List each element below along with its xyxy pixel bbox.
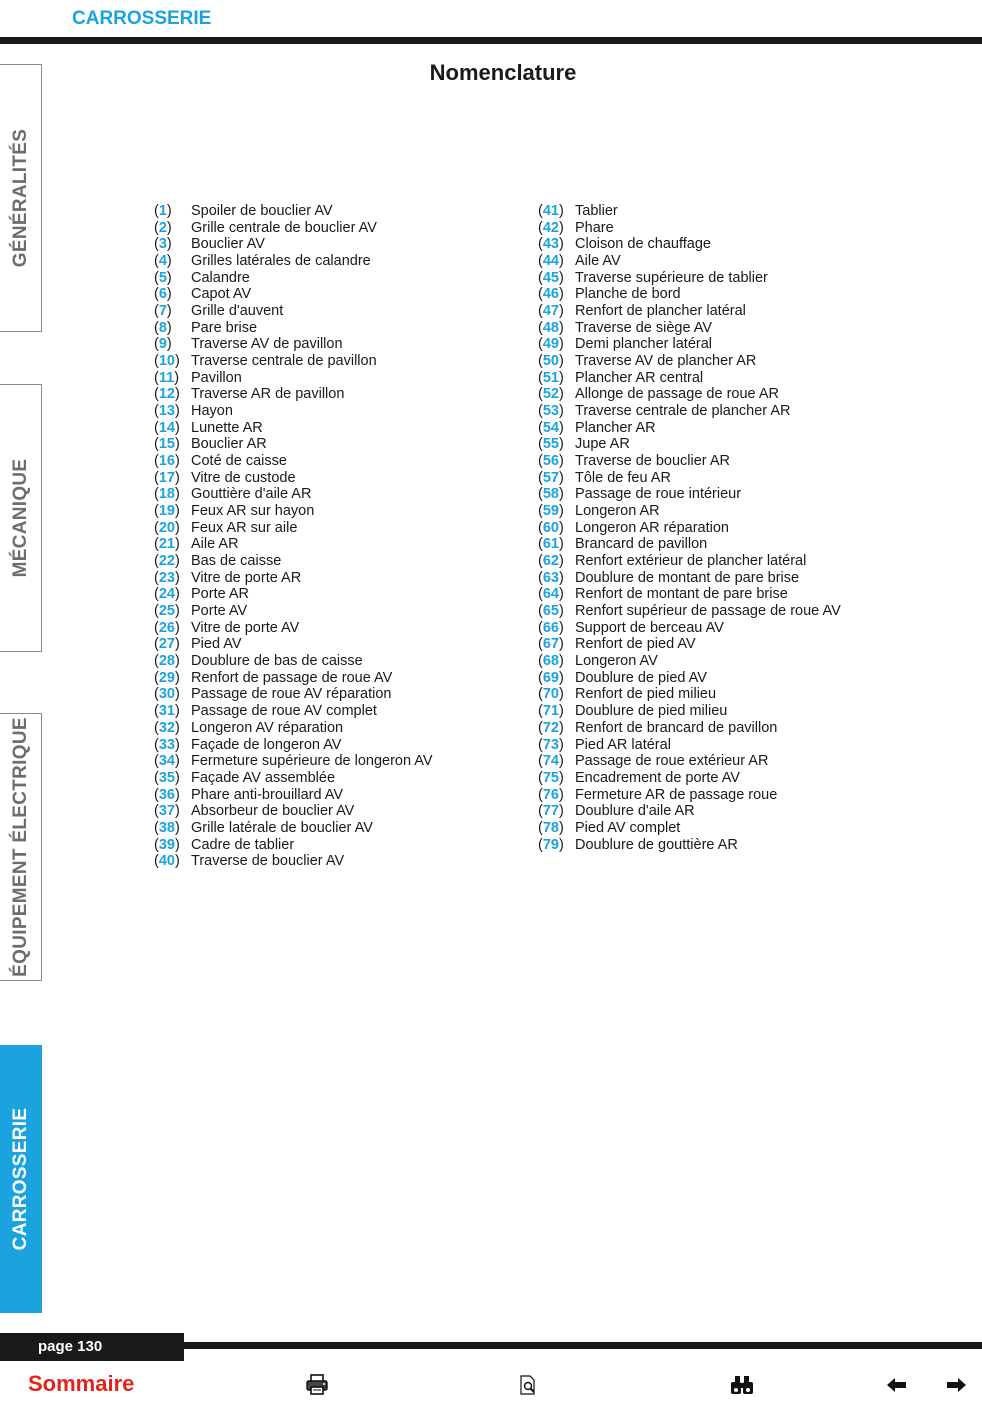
item-label: Vitre de porte AR bbox=[191, 569, 302, 586]
item-label: Vitre de custode bbox=[191, 469, 296, 486]
item-label: Porte AV bbox=[191, 603, 248, 620]
item-label: Pied AV bbox=[191, 636, 242, 653]
item-number: (47) bbox=[538, 303, 564, 320]
item-number: (73) bbox=[538, 736, 564, 753]
item-number: (28) bbox=[154, 653, 180, 670]
item-label: Tablier bbox=[575, 203, 618, 219]
item-label: Renfort supérieur de passage de roue AV bbox=[575, 603, 841, 620]
item-number: (79) bbox=[538, 836, 564, 853]
item-number: (40) bbox=[154, 853, 180, 870]
tab-carrosserie-label: CARROSSERIE bbox=[9, 1107, 31, 1251]
item-label: Vitre de porte AV bbox=[191, 619, 300, 636]
item-number: (42) bbox=[538, 219, 564, 236]
item-label: Brancard de pavillon bbox=[575, 536, 708, 553]
item-number: (67) bbox=[538, 636, 564, 653]
arrow-left-icon[interactable] bbox=[884, 1373, 910, 1397]
item-number: (25) bbox=[154, 603, 180, 620]
item-number: (48) bbox=[538, 319, 564, 336]
item-number: (15) bbox=[154, 436, 180, 453]
item-label: Grille d'auvent bbox=[191, 303, 284, 320]
item-label: Façade AV assemblée bbox=[191, 769, 336, 786]
item-label: Façade de longeron AV bbox=[191, 736, 342, 753]
item-number: (37) bbox=[154, 803, 180, 820]
item-label: Coté de caisse bbox=[191, 453, 287, 470]
item-number: (33) bbox=[154, 736, 180, 753]
item-label: Passage de roue extérieur AR bbox=[575, 753, 769, 770]
item-label: Bas de caisse bbox=[191, 553, 282, 570]
item-label: Pied AV complet bbox=[575, 819, 681, 836]
item-number: (32) bbox=[154, 719, 180, 736]
item-number: (38) bbox=[154, 819, 180, 836]
item-label: Renfort de pied AV bbox=[575, 636, 696, 653]
tab-mecanique-label: MÉCANIQUE bbox=[9, 458, 31, 578]
item-label: Doublure de pied AV bbox=[575, 669, 707, 686]
item-number: (63) bbox=[538, 569, 564, 586]
item-number: (4) bbox=[154, 253, 172, 270]
item-number: (16) bbox=[154, 453, 180, 470]
item-label: Renfort de plancher latéral bbox=[575, 303, 746, 320]
item-number: (65) bbox=[538, 603, 564, 620]
item-label: Traverse AR de pavillon bbox=[191, 386, 345, 403]
item-label: Lunette AR bbox=[191, 419, 263, 436]
item-label: Traverse centrale de pavillon bbox=[191, 353, 377, 370]
tab-equipement-electrique-label: ÉQUIPEMENT ÉLECTRIQUE bbox=[9, 717, 31, 977]
item-label: Doublure de bas de caisse bbox=[191, 653, 363, 670]
item-number: (53) bbox=[538, 403, 564, 420]
item-label: Longeron AR bbox=[575, 503, 660, 520]
item-label: Traverse AV de plancher AR bbox=[575, 353, 757, 370]
item-number: (41) bbox=[538, 203, 564, 219]
item-number: (54) bbox=[538, 419, 564, 436]
arrow-right-icon[interactable] bbox=[943, 1373, 969, 1397]
item-number: (60) bbox=[538, 519, 564, 536]
item-label: Feux AR sur hayon bbox=[191, 503, 315, 520]
item-label: Planche de bord bbox=[575, 286, 681, 303]
item-number: (21) bbox=[154, 536, 180, 553]
item-label: Passage de roue AV réparation bbox=[191, 686, 392, 703]
item-number: (52) bbox=[538, 386, 564, 403]
page-number-tab bbox=[0, 1333, 184, 1361]
item-label: Doublure de montant de pare brise bbox=[575, 569, 800, 586]
printer-icon[interactable] bbox=[304, 1373, 330, 1397]
binoculars-icon[interactable] bbox=[729, 1373, 755, 1397]
item-label: Porte AR bbox=[191, 586, 250, 603]
item-label: Renfort de montant de pare brise bbox=[575, 586, 788, 603]
item-number: (14) bbox=[154, 419, 180, 436]
item-number: (19) bbox=[154, 503, 180, 520]
item-label: Renfort de brancard de pavillon bbox=[575, 719, 778, 736]
item-number: (39) bbox=[154, 836, 180, 853]
item-label: Traverse supérieure de tablier bbox=[575, 269, 768, 286]
item-number: (56) bbox=[538, 453, 564, 470]
item-number: (72) bbox=[538, 719, 564, 736]
item-number: (2) bbox=[154, 219, 172, 236]
item-label: Traverse centrale de plancher AR bbox=[575, 403, 791, 420]
item-number: (36) bbox=[154, 786, 180, 803]
item-number: (34) bbox=[154, 753, 180, 770]
item-label: Bouclier AV bbox=[191, 236, 265, 253]
item-label: Plancher AR bbox=[575, 419, 656, 436]
page-number: page 130 bbox=[38, 1338, 103, 1355]
item-label: Pare brise bbox=[191, 319, 258, 336]
item-number: (31) bbox=[154, 703, 180, 720]
item-label: Aile AV bbox=[575, 253, 621, 270]
item-label: Renfort extérieur de plancher latéral bbox=[575, 553, 807, 570]
item-number: (70) bbox=[538, 686, 564, 703]
item-number: (30) bbox=[154, 686, 180, 703]
item-number: (74) bbox=[538, 753, 564, 770]
item-number: (69) bbox=[538, 669, 564, 686]
item-number: (3) bbox=[154, 236, 172, 253]
item-label: Allonge de passage de roue AR bbox=[575, 386, 779, 403]
tab-carrosserie[interactable] bbox=[0, 1045, 42, 1313]
item-label: Phare anti-brouillard AV bbox=[191, 786, 344, 803]
page-title: Nomenclature bbox=[429, 60, 577, 85]
item-number: (75) bbox=[538, 769, 564, 786]
item-label: Phare bbox=[575, 219, 614, 236]
item-number: (57) bbox=[538, 469, 564, 486]
item-number: (49) bbox=[538, 336, 564, 353]
item-number: (68) bbox=[538, 653, 564, 670]
item-number: (12) bbox=[154, 386, 180, 403]
item-label: Absorbeur de bouclier AV bbox=[191, 803, 355, 820]
item-label: Support de berceau AV bbox=[575, 619, 724, 636]
item-label: Longeron AV réparation bbox=[191, 719, 344, 736]
item-label: Doublure de gouttière AR bbox=[575, 836, 738, 853]
section-title: CARROSSERIE bbox=[72, 8, 212, 29]
item-label: Pavillon bbox=[191, 369, 242, 386]
item-label: Hayon bbox=[191, 403, 233, 420]
item-number: (24) bbox=[154, 586, 180, 603]
item-label: Passage de roue AV complet bbox=[191, 703, 377, 720]
item-label: Fermeture supérieure de longeron AV bbox=[191, 753, 433, 770]
tab-equipement-electrique[interactable] bbox=[0, 713, 42, 981]
item-label: Renfort de pied milieu bbox=[575, 686, 717, 703]
item-number: (17) bbox=[154, 469, 180, 486]
tab-mecanique[interactable] bbox=[0, 384, 42, 652]
item-number: (62) bbox=[538, 553, 564, 570]
item-label: Passage de roue intérieur bbox=[575, 486, 742, 503]
item-number: (6) bbox=[154, 286, 172, 303]
sommaire-link[interactable]: Sommaire bbox=[28, 1371, 135, 1396]
item-number: (78) bbox=[538, 819, 564, 836]
item-label: Grille centrale de bouclier AV bbox=[191, 219, 377, 236]
item-number: (55) bbox=[538, 436, 564, 453]
item-number: (1) bbox=[154, 203, 172, 219]
item-number: (77) bbox=[538, 803, 564, 820]
item-number: (76) bbox=[538, 786, 564, 803]
item-number: (5) bbox=[154, 269, 172, 286]
item-number: (64) bbox=[538, 586, 564, 603]
item-label: Encadrement de porte AV bbox=[575, 769, 740, 786]
item-number: (8) bbox=[154, 319, 172, 336]
item-label: Traverse de bouclier AR bbox=[575, 453, 731, 470]
item-label: Fermeture AR de passage roue bbox=[575, 786, 778, 803]
item-number: (61) bbox=[538, 536, 564, 553]
item-number: (7) bbox=[154, 303, 172, 320]
item-label: Longeron AR réparation bbox=[575, 519, 729, 536]
item-label: Doublure de pied milieu bbox=[575, 703, 728, 720]
item-number: (58) bbox=[538, 486, 564, 503]
item-label: Gouttière d'aile AR bbox=[191, 486, 312, 503]
item-number: (22) bbox=[154, 553, 180, 570]
item-label: Cadre de tablier bbox=[191, 836, 295, 853]
item-label: Spoiler de bouclier AV bbox=[191, 203, 333, 219]
item-number: (35) bbox=[154, 769, 180, 786]
item-number: (46) bbox=[538, 286, 564, 303]
item-number: (11) bbox=[154, 369, 180, 386]
item-label: Feux AR sur aile bbox=[191, 519, 298, 536]
item-number: (51) bbox=[538, 369, 564, 386]
item-number: (71) bbox=[538, 703, 564, 720]
item-number: (43) bbox=[538, 236, 564, 253]
item-number: (23) bbox=[154, 569, 180, 586]
item-label: Doublure d'aile AR bbox=[575, 803, 695, 820]
item-label: Pied AR latéral bbox=[575, 736, 671, 753]
item-number: (45) bbox=[538, 269, 564, 286]
item-label: Traverse AV de pavillon bbox=[191, 336, 343, 353]
item-label: Longeron AV bbox=[575, 653, 658, 670]
item-label: Demi plancher latéral bbox=[575, 336, 713, 353]
item-label: Traverse de siège AV bbox=[575, 319, 713, 336]
item-number: (44) bbox=[538, 253, 564, 270]
item-number: (29) bbox=[154, 669, 180, 686]
item-label: Capot AV bbox=[191, 286, 252, 303]
header-bar bbox=[0, 37, 982, 44]
item-label: Bouclier AR bbox=[191, 436, 267, 453]
item-number: (26) bbox=[154, 619, 180, 636]
item-label: Jupe AR bbox=[575, 436, 630, 453]
item-label: Renfort de passage de roue AV bbox=[191, 669, 393, 686]
item-number: (10) bbox=[154, 353, 180, 370]
tab-generalites[interactable] bbox=[0, 64, 42, 332]
item-label: Plancher AR central bbox=[575, 369, 704, 386]
item-number: (50) bbox=[538, 353, 564, 370]
item-number: (9) bbox=[154, 336, 172, 353]
tab-generalites-label: GÉNÉRALITÉS bbox=[9, 128, 31, 268]
item-label: Tôle de feu AR bbox=[575, 469, 671, 486]
item-label: Traverse de bouclier AV bbox=[191, 853, 345, 870]
item-label: Grille latérale de bouclier AV bbox=[191, 819, 373, 836]
item-number: (13) bbox=[154, 403, 180, 420]
item-number: (59) bbox=[538, 503, 564, 520]
item-label: Cloison de chauffage bbox=[575, 236, 711, 253]
item-label: Aile AR bbox=[191, 536, 239, 553]
item-label: Grilles latérales de calandre bbox=[191, 253, 371, 270]
page-search-icon[interactable] bbox=[517, 1373, 543, 1397]
item-number: (18) bbox=[154, 486, 180, 503]
item-number: (66) bbox=[538, 619, 564, 636]
item-label: Calandre bbox=[191, 269, 250, 286]
item-number: (27) bbox=[154, 636, 180, 653]
item-number: (20) bbox=[154, 519, 180, 536]
